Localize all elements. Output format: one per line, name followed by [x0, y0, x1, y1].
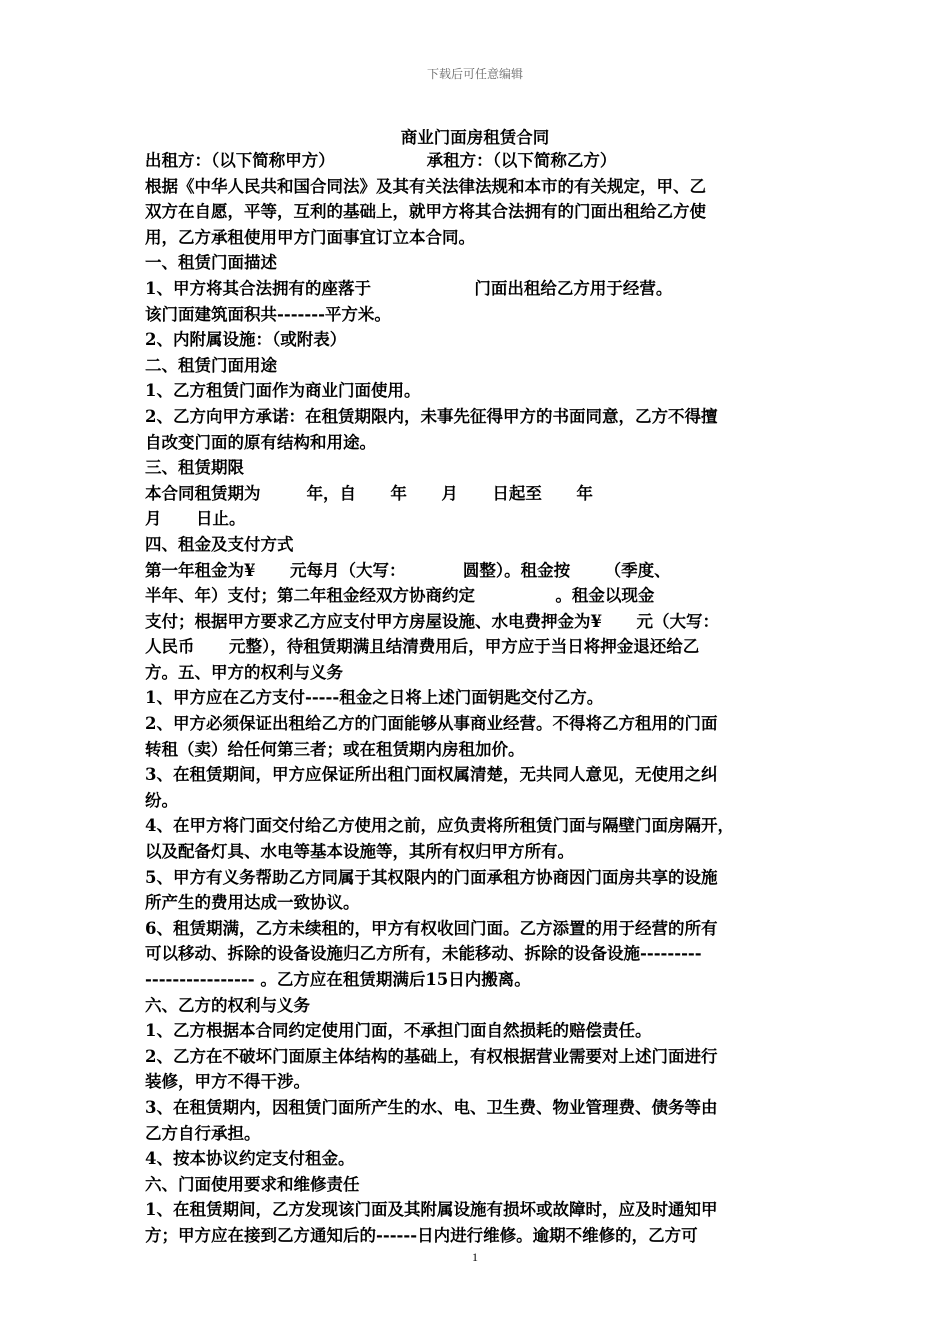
page-number: 1 — [472, 1250, 478, 1264]
text-line: 3、在租赁期间，甲方应保证所出租门面权属清楚，无共同人意见，无使用之纠 — [145, 765, 718, 785]
text-line: 人民币 元整），待租赁期满且结清费用后，甲方应于当日将押金退还给乙 — [145, 637, 700, 657]
text-line: 本合同租赁期为 年，自 年 月 日起至 年 — [145, 483, 593, 503]
text-line: 2、甲方必须保证出租给乙方的门面能够从事商业经营。不得将乙方租用的门面 — [145, 714, 718, 734]
text-line: 6、租赁期满，乙方未续租的，甲方有权收回门面。乙方添置的用于经营的所有 — [145, 918, 718, 938]
text-line: 六、乙方的权利与义务 — [145, 995, 310, 1015]
text-line: 四、租金及支付方式 — [145, 534, 294, 554]
text-line: 六、门面使用要求和维修责任 — [145, 1174, 360, 1194]
page-header: 下载后可任意编辑 — [426, 67, 523, 81]
text-line: 4、按本协议约定支付租金。 — [145, 1149, 355, 1169]
text-line: 自改变门面的原有结构和用途。 — [145, 432, 376, 452]
text-line: 2、乙方向甲方承诺：在租赁期限内，未事先征得甲方的书面同意，乙方不得擅 — [145, 406, 718, 426]
text-line: 方。五、甲方的权利与义务 — [145, 662, 343, 682]
text-line: 以及配备灯具、水电等基本设施等，其所有权归甲方所有。 — [145, 842, 574, 862]
text-line: 纷。 — [145, 790, 178, 810]
text-line: 半年、年）支付；第二年租金经双方协商约定 。租金以现金 — [145, 586, 655, 606]
text-line: 月 日止。 — [145, 509, 246, 529]
text-line: 5、甲方有义务帮助乙方同属于其权限内的门面承租方协商因门面房共享的设施 — [145, 867, 718, 887]
text-line: 根据《中华人民共和国合同法》及其有关法律法规和本市的有关规定，甲、乙 — [145, 176, 706, 196]
text-line: 1、甲方应在乙方支付-----租金之日将上述门面钥匙交付乙方。 — [145, 688, 604, 708]
text-line: 1、乙方根据本合同约定使用门面，不承担门面自然损耗的赔偿责任。 — [145, 1021, 652, 1041]
text-line: 第一年租金为¥ 元每月（大写： 圆整）。租金按 （季度、 — [145, 560, 671, 580]
contract-body — [145, 148, 815, 1249]
text-line: 支付；根据甲方要求乙方应支付甲方房屋设施、水电费押金为¥ 元（大写： — [145, 611, 719, 631]
text-line: 出租方：（以下简称甲方） 承租方：（以下简称乙方） — [145, 151, 617, 170]
text-line: 三、租赁期限 — [145, 458, 244, 478]
text-line: 2、乙方在不破坏门面原主体结构的基础上，有权根据营业需要对上述门面进行 — [145, 1046, 718, 1066]
text-line: 乙方自行承担。 — [145, 1123, 261, 1143]
text-line: 1、甲方将其合法拥有的座落于 门面出租给乙方用于经营。 — [145, 278, 673, 298]
text-line: 1、乙方租赁门面作为商业门面使用。 — [145, 381, 421, 401]
text-line: 该门面建筑面积共-------平方米。 — [145, 304, 391, 324]
text-line: 装修，甲方不得干涉。 — [145, 1072, 310, 1092]
text-line: 一、租赁门面描述 — [145, 253, 277, 273]
text-line: 2、内附属设施：（或附表） — [145, 330, 347, 350]
text-line: 方；甲方应在接到乙方通知后的------日内进行维修。逾期不维修的，乙方可 — [145, 1225, 698, 1245]
document-title: 商业门面房租赁合同 — [400, 128, 550, 147]
text-line: ---------------- 。乙方应在租赁期满后15日内搬离。 — [145, 970, 531, 989]
text-line: 3、在租赁期内，因租赁门面所产生的水、电、卫生费、物业管理费、债务等由 — [145, 1097, 718, 1117]
text-line: 二、租赁门面用途 — [145, 355, 277, 375]
text-line: 可以移动、拆除的设备设施归乙方所有，未能移动、拆除的设备设施--------- — [145, 944, 702, 964]
text-line: 双方在自愿，平等，互利的基础上，就甲方将其合法拥有的门面出租给乙方使 — [145, 202, 706, 222]
text-line: 所产生的费用达成一致协议。 — [145, 893, 360, 913]
text-line: 4、在甲方将门面交付给乙方使用之前，应负责将所租赁门面与隔壁门面房隔开， — [145, 816, 734, 836]
text-line: 1、在租赁期间，乙方发现该门面及其附属设施有损坏或故障时，应及时通知甲 — [145, 1200, 718, 1220]
text-line: 用，乙方承租使用甲方门面事宜订立本合同。 — [145, 227, 475, 247]
text-line: 转租（卖）给任何第三者；或在租赁期内房租加价。 — [145, 739, 525, 759]
